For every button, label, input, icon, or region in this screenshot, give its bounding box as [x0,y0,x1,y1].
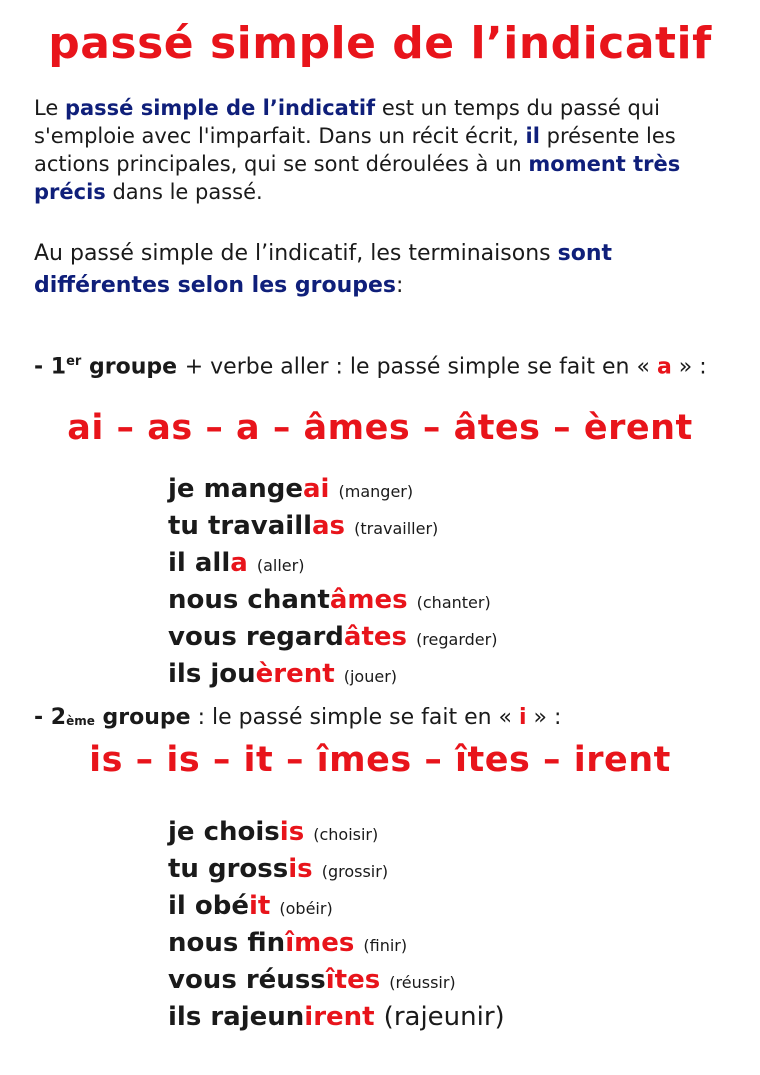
group1-example-row [168,620,497,657]
example-ending: âmes [329,585,408,615]
intro-paragraph [34,94,734,206]
example-infinitive: (rajeunir) [383,1002,505,1032]
group2-heading-sup: ème [66,714,95,728]
example-ending: a [230,548,248,578]
example-ending: is [288,854,313,884]
group2-heading [34,702,734,737]
example-ending: irent [304,1002,375,1032]
group1-heading-rest: + verbe aller : le passé simple se fait en « [184,354,657,380]
example-stem: nous chant [168,585,330,615]
example-infinitive: (grossir) [321,862,389,881]
group1-example-row [168,546,497,583]
example-ending: is [279,817,305,847]
example-stem: il all [168,548,231,578]
example-infinitive: (finir) [363,936,408,955]
example-infinitive: (aller) [256,556,305,575]
intro-bold-2: il [525,124,540,148]
groups-intro-text-1: Au passé simple de l’indicatif, les terminaisons [34,241,558,266]
group1-example-row [168,509,497,546]
group2-endings: is – is – it – îmes – îtes – irent [89,740,671,780]
example-ending: ai [303,474,330,504]
page-title: passé simple de l’indicatif [48,18,712,69]
example-stem: vous regard [168,622,344,652]
example-stem: je chois [168,817,280,847]
group1-heading-prefix: - 1 [34,354,67,380]
group1-example-row [168,472,497,509]
example-stem: tu travaill [168,511,313,541]
example-ending: as [312,511,346,541]
intro-bold-1: passé simple de l’indicatif [64,96,376,120]
example-infinitive: (réussir) [389,973,456,992]
intro-bold-3: moment très précis [34,152,681,204]
group1-heading-word: groupe [81,354,185,380]
example-stem: tu gross [168,854,289,884]
group2-heading-rest: : le passé simple se fait en « [190,705,520,730]
example-stem: vous réuss [168,965,326,995]
group1-examples [168,472,497,694]
group2-heading-word: groupe [94,705,191,730]
example-ending: âtes [343,622,407,652]
example-infinitive: (obéir) [279,899,333,918]
group2-example-row [168,963,505,1000]
group2-example-row [168,815,505,852]
example-stem: ils jou [168,659,256,689]
group2-example-row [168,1000,505,1034]
example-stem: je mange [168,474,303,504]
group1-heading [34,346,734,383]
example-infinitive: (regarder) [416,630,498,649]
example-infinitive: (choisir) [313,825,379,844]
example-infinitive: (chanter) [416,593,491,612]
group1-endings: ai – as – a – âmes – âtes – èrent [67,408,693,448]
intro-text-2: est un temps du passé qui s'emploie avec l'imparfait. Dans un récit écrit, [34,96,660,148]
group1-example-row [168,657,497,694]
example-infinitive: (jouer) [343,667,398,686]
example-stem: il obé [168,891,249,921]
group1-heading-letter: a [656,354,672,380]
group2-examples [168,815,505,1034]
example-stem: ils rajeun [168,1002,305,1032]
example-ending: èrent [255,659,335,689]
intro-text-4: dans le passé. [105,180,263,204]
intro-text-1: Le [34,96,65,120]
groups-intro-paragraph [34,238,734,302]
example-infinitive: (travailler) [354,519,439,538]
group2-heading-letter: i [519,705,527,730]
group1-heading-sup: er [66,354,82,369]
group2-example-row [168,889,505,926]
example-stem: nous fin [168,928,286,958]
group1-heading-end: » : [671,354,707,380]
group2-heading-prefix: - 2 [34,705,67,730]
groups-intro-bold: sont différentes selon les groupes [34,241,612,298]
groups-intro-text-2: : [396,273,404,298]
example-ending: îmes [285,928,355,958]
group2-example-row [168,852,505,889]
intro-text-3: présente les actions principales, qui se sont déroulées à un [34,124,676,176]
example-ending: it [248,891,271,921]
group1-example-row [168,583,497,620]
group2-example-row [168,926,505,963]
group2-heading-end: » : [526,705,562,730]
example-infinitive: (manger) [338,482,414,501]
example-ending: îtes [325,965,381,995]
